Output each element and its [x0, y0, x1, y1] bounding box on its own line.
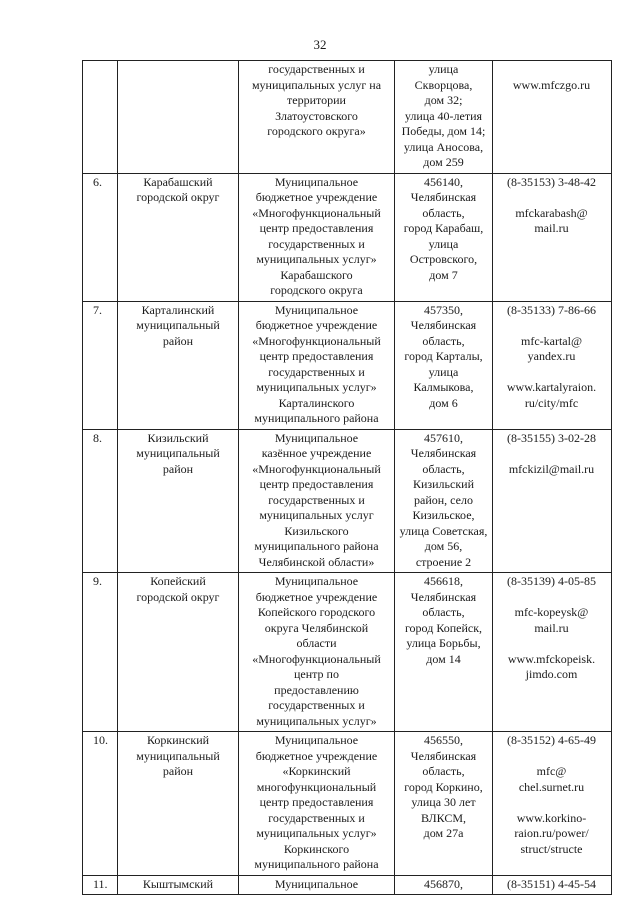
contacts-cell: www.mfczgo.ru [493, 61, 612, 174]
organization-cell: Муниципальное бюджетное учреждение «Многофункциональный центр предоставления государственных и муниципальных услуг» Карабашского городского округа [239, 173, 395, 301]
address-cell: 456870, [395, 875, 493, 895]
organization-cell: Муниципальное бюджетное учреждение «Многофункциональный центр предоставления государственных и муниципальных услуг» Карталинского муниципального района [239, 301, 395, 429]
row-number: 9. [83, 573, 118, 732]
municipality-cell: Кыштымский [118, 875, 239, 895]
organization-cell: государственных и муниципальных услуг на территории Златоустовского городского округа» [239, 61, 395, 174]
contacts-cell: (8-35155) 3-02-28 mfckizil@mail.ru [493, 429, 612, 573]
table-row [83, 173, 612, 301]
address-cell: 456618, Челябинская область, город Копейск, улица Борьбы, дом 14 [395, 573, 493, 732]
row-number: 11. [83, 875, 118, 895]
address-cell: 457610, Челябинская область, Кизильский район, село Кизильское, улица Советская, дом 56, строение 2 [395, 429, 493, 573]
table-row [83, 61, 612, 174]
contacts-cell: (8-35152) 4-65-49 mfc@ chel.surnet.ru www.korkino- raion.ru/power/ struct/structe [493, 732, 612, 876]
table-row [83, 301, 612, 429]
organization-cell: Муниципальное [239, 875, 395, 895]
row-number [83, 61, 118, 174]
row-number: 8. [83, 429, 118, 573]
table-row [83, 573, 612, 732]
organization-cell: Муниципальное бюджетное учреждение Копейского городского округа Челябинской области «Многофункциональный центр по предоставлению государственных и муниципальных услуг» [239, 573, 395, 732]
municipality-cell: Карталинский муниципальный район [118, 301, 239, 429]
municipality-cell [118, 61, 239, 174]
organization-cell: Муниципальное казённое учреждение «Многофункциональный центр предоставления государственных и муниципальных услуг Кизильского муниципального района Челябинской области» [239, 429, 395, 573]
mfc-registry-table [82, 60, 612, 895]
contacts-cell: (8-35153) 3-48-42 mfckarabash@ mail.ru [493, 173, 612, 301]
address-cell: улица Скворцова, дом 32; улица 40-летия Победы, дом 14; улица Аносова, дом 259 [395, 61, 493, 174]
contacts-cell: (8-35139) 4-05-85 mfc-kopeysk@ mail.ru www.mfckopeisk. jimdo.com [493, 573, 612, 732]
row-number: 7. [83, 301, 118, 429]
table-row [83, 429, 612, 573]
address-cell: 457350, Челябинская область, город Карталы, улица Калмыкова, дом 6 [395, 301, 493, 429]
address-cell: 456550, Челябинская область, город Коркино, улица 30 лет ВЛКСМ, дом 27а [395, 732, 493, 876]
municipality-cell: Карабашский городской округ [118, 173, 239, 301]
organization-cell: Муниципальное бюджетное учреждение «Коркинский многофункциональный центр предоставления государственных и муниципальных услуг» Коркинского муниципального района [239, 732, 395, 876]
contacts-cell: (8-35133) 7-86-66 mfc-kartal@ yandex.ru www.kartalyraion. ru/city/mfc [493, 301, 612, 429]
table-row [83, 875, 612, 895]
row-number: 6. [83, 173, 118, 301]
row-number: 10. [83, 732, 118, 876]
contacts-cell: (8-35151) 4-45-54 [493, 875, 612, 895]
address-cell: 456140, Челябинская область, город Карабаш, улица Островского, дом 7 [395, 173, 493, 301]
municipality-cell: Кизильский муниципальный район [118, 429, 239, 573]
municipality-cell: Коркинский муниципальный район [118, 732, 239, 876]
table-row [83, 732, 612, 876]
municipality-cell: Копейский городской округ [118, 573, 239, 732]
page-number: 32 [313, 37, 327, 52]
